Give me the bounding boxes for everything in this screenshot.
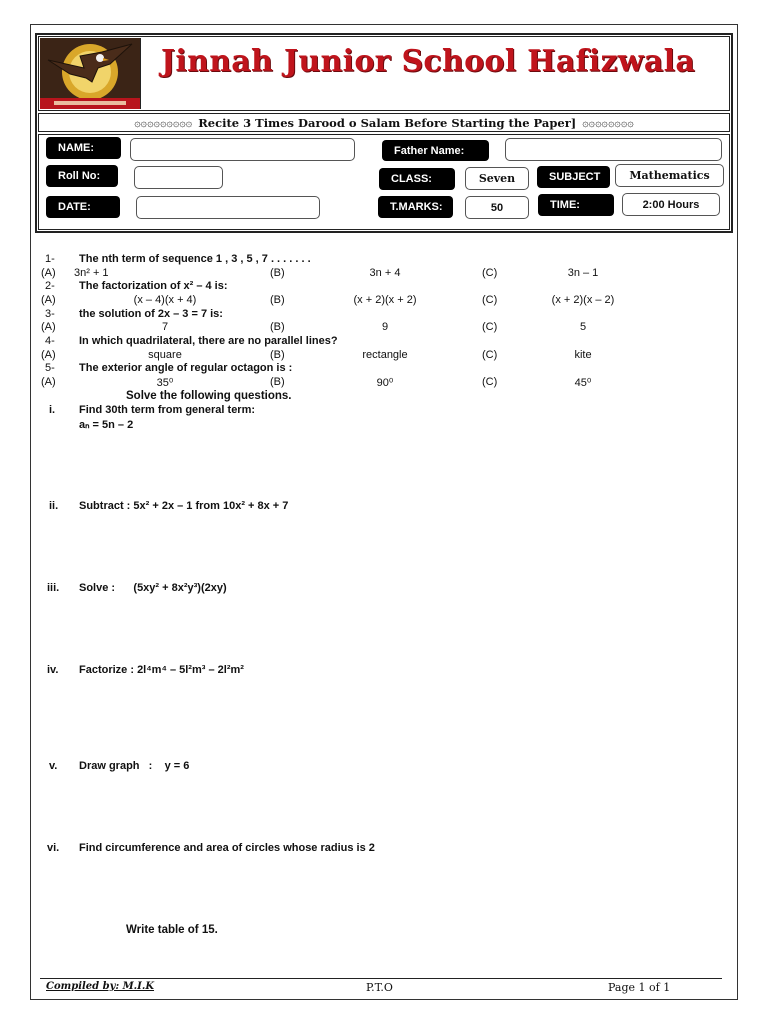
- name-label: NAME:: [46, 137, 121, 159]
- ornament-right: ۞۞۞۞۞۞۞۞: [582, 116, 634, 129]
- option-a-text: 35⁰: [156, 377, 174, 389]
- question-number: i.: [49, 404, 56, 416]
- option-a-label: (A): [41, 349, 56, 361]
- darood-text: Recite 3 Times Darood o Salam Before Starting the Paper]: [198, 115, 577, 130]
- mcq-number: 2-: [45, 280, 55, 292]
- option-a-text: square: [148, 349, 182, 361]
- option-c-text: 5: [579, 321, 587, 333]
- option-b-label: (B): [270, 349, 285, 361]
- mcq-question: The exterior angle of regular octagon is :: [79, 362, 293, 374]
- question-number: ii.: [49, 500, 59, 512]
- compiled-by: Compiled by: M.I.K: [46, 981, 155, 992]
- option-a-text: 3n² + 1: [74, 267, 109, 279]
- question-text: Factorize : 2l⁴m⁴ – 5l²m³ – 2l²m²: [79, 664, 244, 676]
- option-a-text: (x – 4)(x + 4): [133, 294, 197, 306]
- question-formula: aₙ = 5n – 2: [79, 419, 134, 431]
- question-text: Draw graph : y = 6: [79, 760, 190, 772]
- total-marks-label: T.MARKS:: [378, 196, 453, 218]
- date-label: DATE:: [46, 196, 120, 218]
- option-b-text: 3n + 4: [369, 267, 401, 279]
- subject-label: SUBJECT: [537, 166, 610, 188]
- question-number: vi.: [47, 842, 60, 854]
- section-title: Solve the following questions.: [126, 390, 292, 402]
- option-c-text: kite: [574, 349, 592, 361]
- time-label: TIME:: [538, 194, 614, 216]
- question-number: v.: [49, 760, 58, 772]
- father-name-field[interactable]: [505, 138, 722, 161]
- option-c-text: 3n – 1: [567, 267, 599, 279]
- mcq-number: 1-: [45, 253, 55, 265]
- class-field[interactable]: Seven: [465, 167, 529, 190]
- question-text: Find 30th term from general term:: [79, 404, 256, 416]
- option-c-text: 45⁰: [574, 377, 592, 389]
- mcq-question: the solution of 2x – 3 = 7 is:: [79, 308, 223, 320]
- option-b-text: (x + 2)(x + 2): [353, 294, 417, 306]
- mcq-question: In which quadrilateral, there are no parallel lines?: [79, 335, 338, 347]
- option-c-label: (C): [482, 267, 498, 279]
- option-a-label: (A): [41, 267, 56, 279]
- school-name: Jinnah Junior School Hafizwala: [160, 44, 696, 79]
- mcq-number: 4-: [45, 335, 55, 347]
- option-c-label: (C): [482, 349, 498, 361]
- option-b-label: (B): [270, 267, 285, 279]
- option-a-label: (A): [41, 294, 56, 306]
- footer-divider: [40, 978, 722, 979]
- mcq-number: 5-: [45, 362, 55, 374]
- mcq-number: 3-: [45, 308, 55, 320]
- option-a-text: 7: [161, 321, 169, 333]
- time-field[interactable]: 2:00 Hours: [622, 193, 720, 216]
- school-logo: [40, 38, 141, 109]
- class-label: CLASS:: [379, 168, 455, 190]
- roll-no-label: Roll No:: [46, 165, 118, 187]
- name-field[interactable]: [130, 138, 355, 161]
- pto-text: P.T.O: [366, 981, 393, 994]
- ornament-left: ۞۞۞۞۞۞۞۞۞: [134, 116, 193, 129]
- option-b-label: (B): [270, 376, 285, 388]
- total-marks-field[interactable]: 50: [465, 196, 529, 219]
- roll-no-field[interactable]: [134, 166, 223, 189]
- option-a-label: (A): [41, 321, 56, 333]
- option-b-text: 9: [381, 321, 389, 333]
- question-text: Subtract : 5x² + 2x – 1 from 10x² + 8x + 7: [79, 500, 289, 512]
- option-c-text: (x + 2)(x – 2): [551, 294, 615, 306]
- table-question: Write table of 15.: [126, 924, 218, 936]
- option-b-text: rectangle: [362, 349, 408, 361]
- option-c-label: (C): [482, 376, 498, 388]
- option-b-text: 90⁰: [376, 377, 394, 389]
- option-c-label: (C): [482, 294, 498, 306]
- page-number: Page 1 of 1: [608, 981, 671, 994]
- option-b-label: (B): [270, 294, 285, 306]
- mcq-question: The nth term of sequence 1 , 3 , 5 , 7 . . . . . . .: [79, 253, 311, 265]
- option-c-label: (C): [482, 321, 498, 333]
- option-a-label: (A): [41, 376, 56, 388]
- father-name-label: Father Name:: [382, 140, 489, 161]
- question-text: Find circumference and area of circles whose radius is 2: [79, 842, 375, 854]
- option-b-label: (B): [270, 321, 285, 333]
- question-text: Solve : (5xy² + 8x²y³)(2xy): [79, 582, 227, 594]
- question-number: iii.: [47, 582, 60, 594]
- darood-instruction: [38, 113, 730, 132]
- question-number: iv.: [47, 664, 59, 676]
- date-field[interactable]: [136, 196, 320, 219]
- mcq-question: The factorization of x² – 4 is:: [79, 280, 228, 292]
- subject-field[interactable]: Mathematics: [615, 164, 724, 187]
